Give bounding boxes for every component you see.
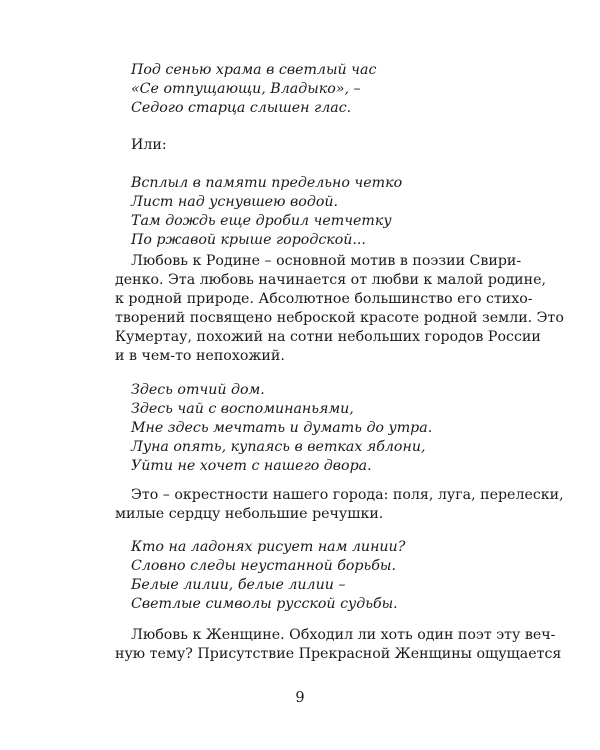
paragraph-3 bbox=[115, 626, 562, 664]
prose-line: Кумертау, похожий на сотни небольших городов России bbox=[115, 329, 541, 345]
prose-line: Любовь к Родине – основной мотив в поэзии Свири- bbox=[131, 253, 522, 269]
verse-line: Луна опять, купаясь в ветках яблони, bbox=[131, 439, 426, 455]
verse-line: Кто на ладонях рисует нам линии? bbox=[131, 539, 406, 555]
prose-line: и в чем-то непохожий. bbox=[115, 348, 285, 364]
verse-line: Мне здесь мечтать и думать до утра. bbox=[131, 420, 433, 436]
paragraph-1 bbox=[115, 252, 564, 366]
prose-line: Это – окрестности нашего города: поля, луга, перелески, bbox=[131, 487, 564, 503]
page-number: 9 bbox=[295, 690, 305, 706]
paragraph-2 bbox=[115, 486, 564, 524]
verse-line: Уйти не хочет с нашего двора. bbox=[131, 458, 372, 474]
verse-line: Всплыл в памяти предельно четко bbox=[131, 175, 403, 191]
verse-stanza-2 bbox=[115, 174, 485, 250]
prose-line: ную тему? Присутствие Прекрасной Женщины ощущается bbox=[115, 646, 562, 662]
verse-line: Лист над уснувшею водой. bbox=[131, 194, 339, 210]
verse-line: Под сенью храма в светлый час bbox=[131, 62, 377, 78]
verse-line: Седого старца слышен глас. bbox=[131, 100, 352, 116]
prose-line: творений посвящено неброской красоте родной земли. Это bbox=[115, 310, 564, 326]
verse-line: Там дождь еще дробил четчетку bbox=[131, 213, 392, 229]
verse-line: Здесь чай с воспоминаньями, bbox=[131, 401, 354, 417]
prose-line: милые сердцу небольшие речушки. bbox=[115, 506, 384, 522]
ili-text: Или: bbox=[131, 137, 167, 153]
verse-line: «Се отпущающи, Владыко», – bbox=[131, 81, 361, 97]
prose-line: к родной природе. Абсолютное большинство его стихо- bbox=[115, 291, 533, 307]
verse-line: Здесь отчий дом. bbox=[131, 382, 265, 398]
transition-line bbox=[115, 136, 485, 155]
prose-line: Любовь к Женщине. Обходил ли хоть один поэт эту веч- bbox=[131, 627, 556, 643]
verse-stanza-4 bbox=[115, 538, 485, 614]
verse-line: По ржавой крыше городской... bbox=[131, 232, 366, 248]
verse-line: Белые лилии, белые лилии – bbox=[131, 577, 346, 593]
prose-line: денко. Эта любовь начинается от любви к малой родине, bbox=[115, 272, 547, 288]
verse-stanza-3 bbox=[115, 381, 485, 476]
verse-line: Словно следы неустанной борьбы. bbox=[131, 558, 396, 574]
verse-line: Светлые символы русской судьбы. bbox=[131, 596, 398, 612]
verse-stanza-1 bbox=[115, 61, 485, 118]
